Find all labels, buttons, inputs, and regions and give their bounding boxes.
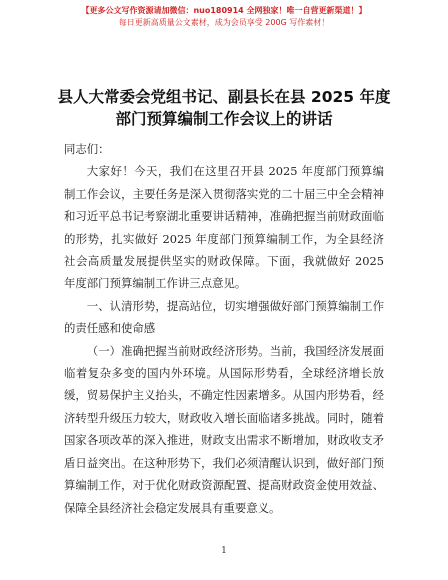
paragraph-subsection-1: （一）准确把握当前财政经济形势。当前，我国经济发展面临着复杂多变的国内外环境。从国际形势看，全球经济增长放缓，贸易保护主义抬头，不确定性因素增多。从国内形势看，经济转型升级压力较大，财政收入增长面临诸多挑战。同时，随着国家各项改革的深入推进，财政支出需求不断增加，财政收支矛盾日益突出。在这种形势下，我们必须清醒认识到，做好部门预算编制工作，对于优化财政资源配置、提高财政资金使用效益、保障全县经济社会稳定发展具有重要意义。 (64, 343, 384, 515)
page-number: 1 (221, 546, 227, 556)
section-heading-1: 一、认清形势，提高站位，切实增强做好部门预算编制工作的责任感和使命感 (64, 298, 384, 336)
promo-banner-line1: 【更多公文写作资源请加微信：nuo180914 全网独家！唯一自营更新渠道！】 (81, 6, 367, 15)
paragraph-opening: 大家好！今天，我们在这里召开县 2025 年度部门预算编制工作会议，主要任务是深入贯彻落实党的二十届三中全会精神和习近平总书记考察湖北重要讲话精神，准确把握当前财政面临的形势，扎实做好 2025 年度部门预算编制工作，为全县经济社会高质量发展提供坚实的财政保障。下面，我就做好 2025 年度部门预算编制工作讲三点意见。 (64, 164, 384, 291)
document-body (64, 138, 384, 519)
promo-banner-line2: 每日更新高质量公文素材，成为会员享受 200G 写作素材！ (118, 18, 330, 27)
greeting: 同志们： (64, 142, 110, 156)
document-title (30, 86, 418, 130)
document-title-line2: 部门预算编制工作会议上的讲话 (115, 110, 333, 128)
promo-banner (0, 5, 448, 29)
document-title-line1: 县人大常委会党组书记、副县长在县 2025 年度 (57, 88, 391, 106)
